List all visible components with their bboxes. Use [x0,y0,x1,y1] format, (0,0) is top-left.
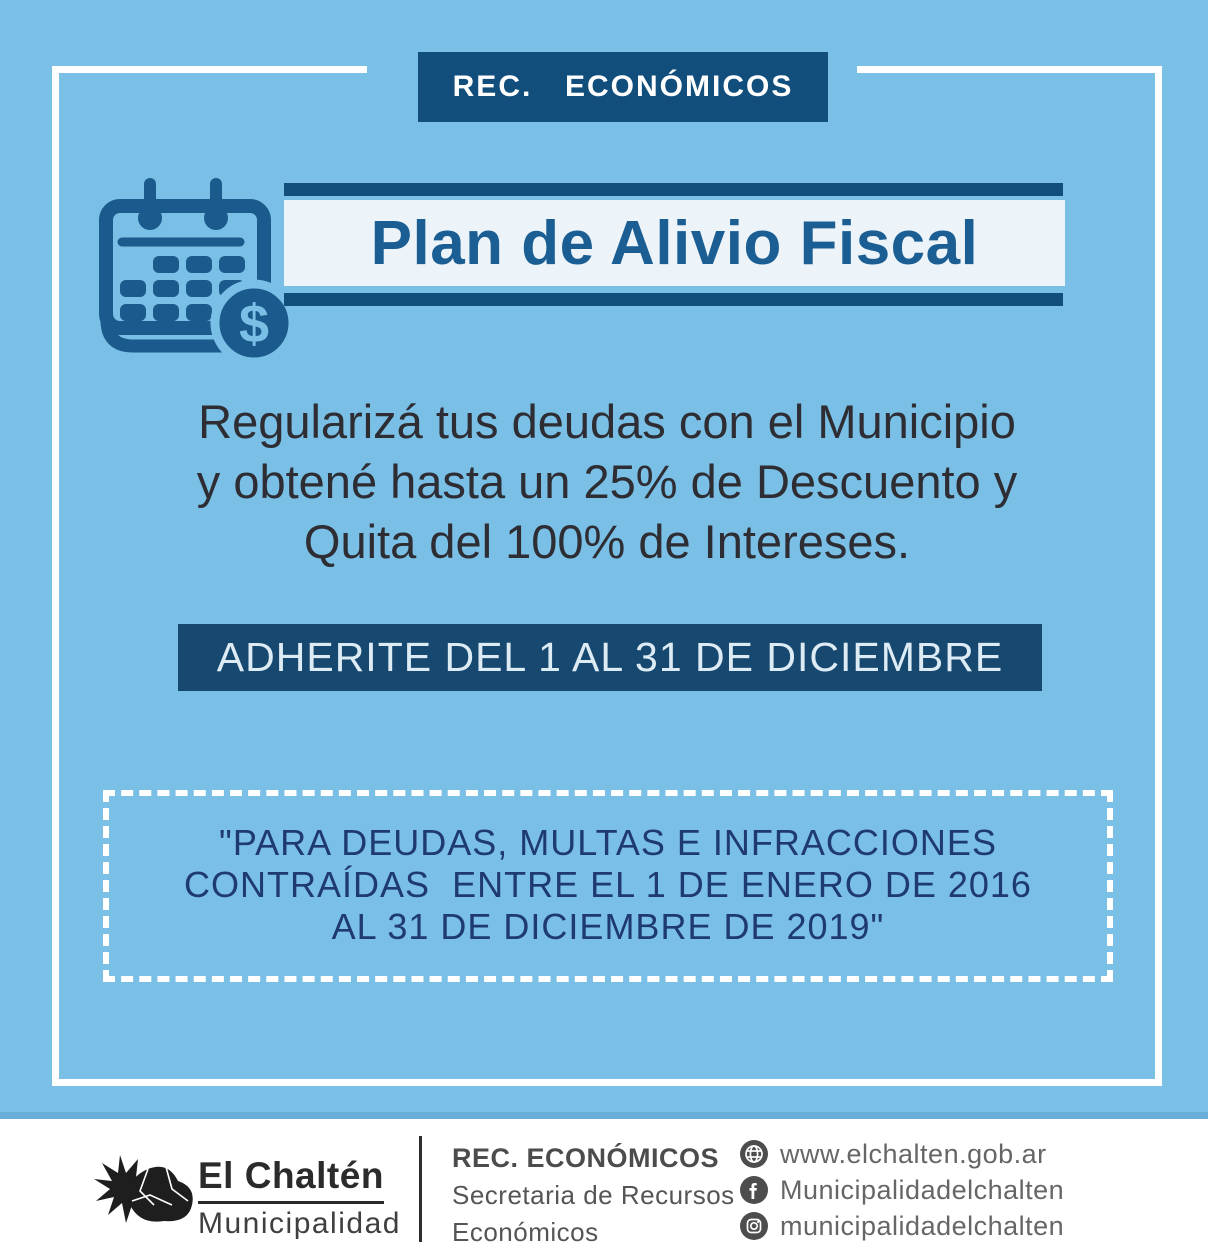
calendar-dollar-icon [88,170,300,382]
eligibility-note [103,790,1113,982]
note-line: AL 31 DE DICIEMBRE DE 2019" [331,906,885,947]
department-block [452,1143,742,1248]
department-badge [418,52,828,122]
website-url: www.elchalten.gob.ar [780,1138,1047,1169]
el-chalten-mountain-logo-icon [90,1143,202,1245]
body-copy [59,392,1155,572]
department-badge-label: REC. ECONÓMICOS [452,70,794,103]
title-rule-bottom [284,293,1063,306]
logo-text-block [198,1155,418,1241]
instagram-icon [739,1211,769,1241]
facebook-handle: Municipalidadelchalten [780,1174,1065,1205]
department-line: Secretaria de Recursos [452,1180,735,1210]
title-rule-top [284,183,1063,196]
website-row [739,1139,1159,1169]
page-title: Plan de Alivio Fiscal [370,208,979,278]
bottom-edge-strip [0,1112,1208,1119]
department-title: REC. ECONÓMICOS [452,1143,720,1173]
note-line: "PARA DEUDAS, MULTAS E INFRACCIONES [219,822,997,863]
facebook-row [739,1175,1159,1205]
body-line: y obtené hasta un 25% de Descuento y [196,455,1018,508]
instagram-row [739,1211,1159,1241]
el-chalten-logo-svg [90,1143,202,1245]
footer [0,1119,1208,1254]
logo-title: El Chaltén [198,1155,384,1204]
title-panel [284,200,1065,286]
footer-divider [419,1136,422,1242]
cta-banner [178,624,1042,691]
note-line: CONTRAÍDAS ENTRE EL 1 DE ENERO DE 2016 [184,864,1032,905]
logo-subtitle: Municipalidad [198,1207,401,1240]
social-links [739,1139,1159,1247]
globe-icon [739,1139,769,1169]
cta-label: ADHERITE DEL 1 AL 31 DE DICIEMBRE [216,634,1004,680]
body-line: Quita del 100% de Intereses. [303,515,911,568]
facebook-icon [739,1175,769,1205]
dollar-symbol: $ [238,294,270,354]
calendar-dollar-icon-svg [88,170,300,382]
department-line: Económicos [452,1217,599,1247]
body-line: Regularizá tus deudas con el Municipio [198,395,1016,448]
instagram-handle: municipalidadelchalten [780,1210,1065,1241]
